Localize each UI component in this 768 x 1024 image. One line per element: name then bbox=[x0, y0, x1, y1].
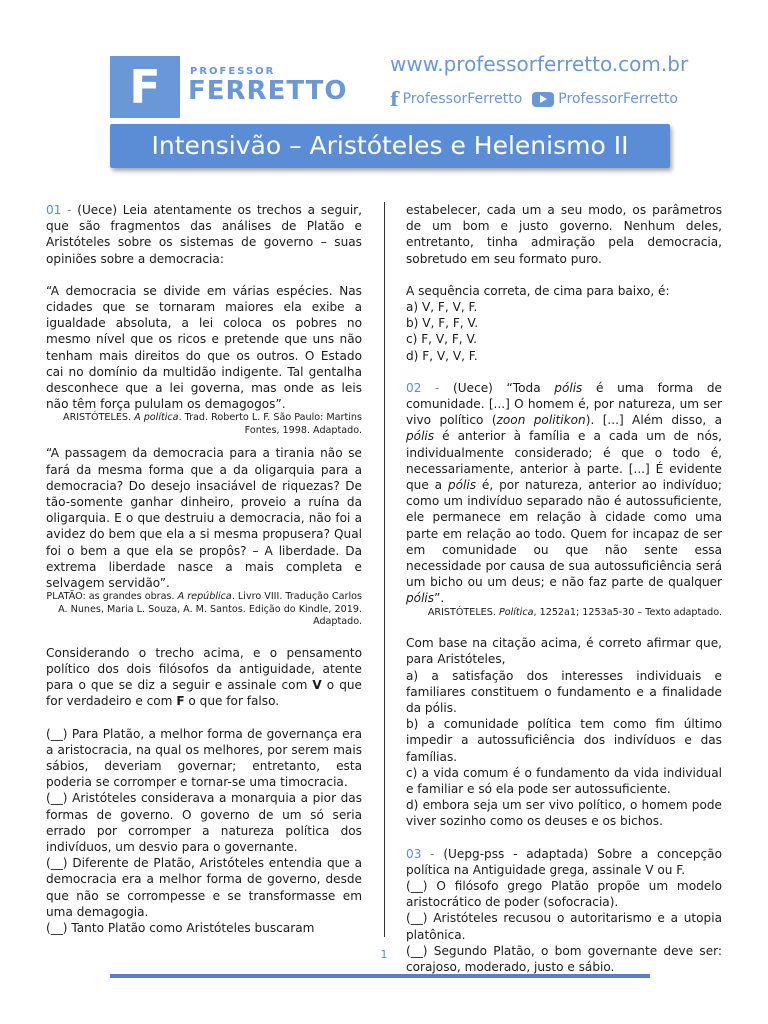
statement-item: (__) Para Platão, a melhor forma de governança era a aristocracia, na qual os melhores, por serem mais sábios, deveriam governar; entretanto, esta poderia se corromper e tornar-se uma timocracia. bbox=[46, 726, 362, 790]
question-number: 03 - bbox=[406, 846, 435, 861]
statement-item: (__) Segundo Platão, o bom governante deve ser: corajoso, moderado, justo e sábio. bbox=[406, 943, 722, 975]
instructions: Considerando o trecho acima, e o pensamento político dos dois filósofos da antiguidade, atente para o que se diz a seguir e assinale com V o que for verdadeiro e com F o que for falso. bbox=[46, 645, 362, 709]
citation: ARISTÓTELES. Política, 1252a1; 1253a5-30 – Texto adaptado. bbox=[427, 606, 722, 618]
facebook-handle[interactable]: ProfessorFerretto bbox=[402, 91, 523, 107]
statement-item-continued: estabelecer, cada um a seu modo, os parâmetros de um bom e justo governo. Nenhum deles, entretanto, tinha admiração pela democracia, sobretudo em seu formato puro. bbox=[406, 203, 722, 266]
quote-aristotle: “A democracia se divide em várias espécies. Nas cidades que se tornaram maiores ela exibe a igualdade absoluta, a lei coloca os pobres no mesmo nível que os ricos e pretende que uns não tenham mais direitos do que os outros. O Estado cai no domínio da multidão indigente. Tal gentalha desconhece que a lei governa, mas onde as leis não têm força pululam os demagogos”. bbox=[46, 283, 362, 412]
website-link[interactable]: www.professorferretto.com.br bbox=[390, 52, 689, 76]
title-banner bbox=[110, 124, 670, 168]
question-2-text: 02 - (Uece) “Toda pólis é uma forma de comunidade. [...] O homem é, por natureza, um ser vivo político (zoon politikon). [...] Além disso, a pólis é anterior à família e a cada um de nós, individualmente considerado; é que o todo é, necessariamente, anterior à parte. [...] É evidente que a pólis é, por natureza, anterior ao indivíduo; como um indivíduo separado não é autossuficiente, ele permanece em relação à cidade como uma parte em relação ao todo. Quem for incapaz de ser em comunidade ou que não sente essa necessidade por causa de sua autossuficiência será um bicho ou um deus; e não faz parte de qualquer pólis”. bbox=[406, 380, 723, 606]
statement-item: (__) Aristóteles considerava a monarquia a pior das formas de governo. O governo de um só seria errado por corromper a natureza política dos indivíduos, um desvio para o governante. bbox=[46, 791, 362, 854]
question-3-intro: 03 - (Uepg-pss - adaptada) Sobre a concepção política na Antiguidade grega, assinale V ou F. bbox=[406, 846, 722, 877]
answer-option: d) F, V, V, F. bbox=[406, 348, 478, 363]
right-column bbox=[406, 202, 722, 975]
statement-item: (__) Diferente de Platão, Aristóteles entendia que a democracia era a melhor forma de governo, desde que não se corrompesse e se transformasse em uma demagogia. bbox=[46, 856, 362, 919]
question-number: 01 - bbox=[46, 203, 72, 217]
answer-prompt: A sequência correta, de cima para baixo, é: bbox=[406, 283, 670, 298]
quote-plato: “A passagem da democracia para a tirania não se fará da mesma forma que a da oligarquia para a democracia? Do desejo insaciável de riquezas? De tão-somente ganhar dinheiro, proveio a ruína da oligarquia. E o que destruiu a democracia, não foi a avidez do bem que ela a si mesma propusera? Qual foi o bem a que ela se propôs? – A liberdade. Da extrema liberdade nasce a mais completa e selvagem servidão”. bbox=[46, 446, 362, 591]
answer-option: b) a comunidade política tem como fim último impedir a autossuficiência dos indivíduos e das famílias. bbox=[406, 717, 722, 764]
youtube-icon[interactable] bbox=[532, 92, 554, 107]
answer-option: b) V, F, F, V. bbox=[406, 316, 479, 331]
footer-rule bbox=[110, 974, 650, 978]
answer-prompt: Com base na citação acima, é correto afirmar que, para Aristóteles, bbox=[406, 636, 722, 667]
logo-letter: F bbox=[129, 60, 161, 114]
social-links bbox=[390, 87, 678, 111]
page-number: 1 bbox=[380, 948, 388, 961]
youtube-handle[interactable]: ProfessorFerretto bbox=[558, 91, 678, 107]
answer-option: c) F, V, F, V. bbox=[406, 332, 478, 347]
statement-item: (__) Aristóteles recusou o autoritarismo e a utopia platônica. bbox=[406, 911, 722, 942]
left-column bbox=[46, 202, 362, 936]
brand-name: FERRETTO bbox=[188, 76, 348, 106]
statement-item: (__) O filósofo grego Platão propõe um modelo aristocrático de poder (sofocracia). bbox=[406, 879, 722, 910]
answer-option: c) a vida comum é o fundamento da vida individual e familiar e só ela pode ser autossuficiente. bbox=[406, 765, 722, 796]
answer-option: a) V, F, V, F. bbox=[406, 300, 478, 315]
citation: PLATÃO: as grandes obras. A república. Livro VIII. Tradução Carlos A. Nunes, Maria L. Souza, A. M. Santos. Edição do Kindle, 2019. Adaptado. bbox=[46, 591, 362, 628]
page-title: Intensivão – Aristóteles e Helenismo II bbox=[151, 131, 629, 160]
citation: ARISTÓTELES. A política. Trad. Roberto L. F. São Paulo: Martins Fontes, 1998. Adaptado. bbox=[63, 412, 362, 436]
facebook-icon[interactable]: f bbox=[390, 87, 399, 111]
answer-option: d) embora seja um ser vivo político, o homem pode viver sozinho como os deuses e os bichos. bbox=[406, 798, 722, 829]
statement-item: (__) Tanto Platão como Aristóteles buscaram bbox=[46, 921, 315, 936]
question-1-intro: 01 - (Uece) Leia atentamente os trechos a seguir, que são fragmentos das análises de Platão e Aristóteles sobre os sistemas de governo – suas opiniões sobre a democracia: bbox=[46, 203, 362, 266]
question-number: 02 - bbox=[406, 380, 440, 395]
column-divider bbox=[384, 202, 385, 937]
logo-mark bbox=[110, 56, 180, 118]
brand-subtitle: PROFESSOR bbox=[190, 66, 276, 77]
answer-option: a) a satisfação dos interesses individuais e familiares constituem o fundamento e a finalidade da pólis. bbox=[406, 668, 722, 715]
